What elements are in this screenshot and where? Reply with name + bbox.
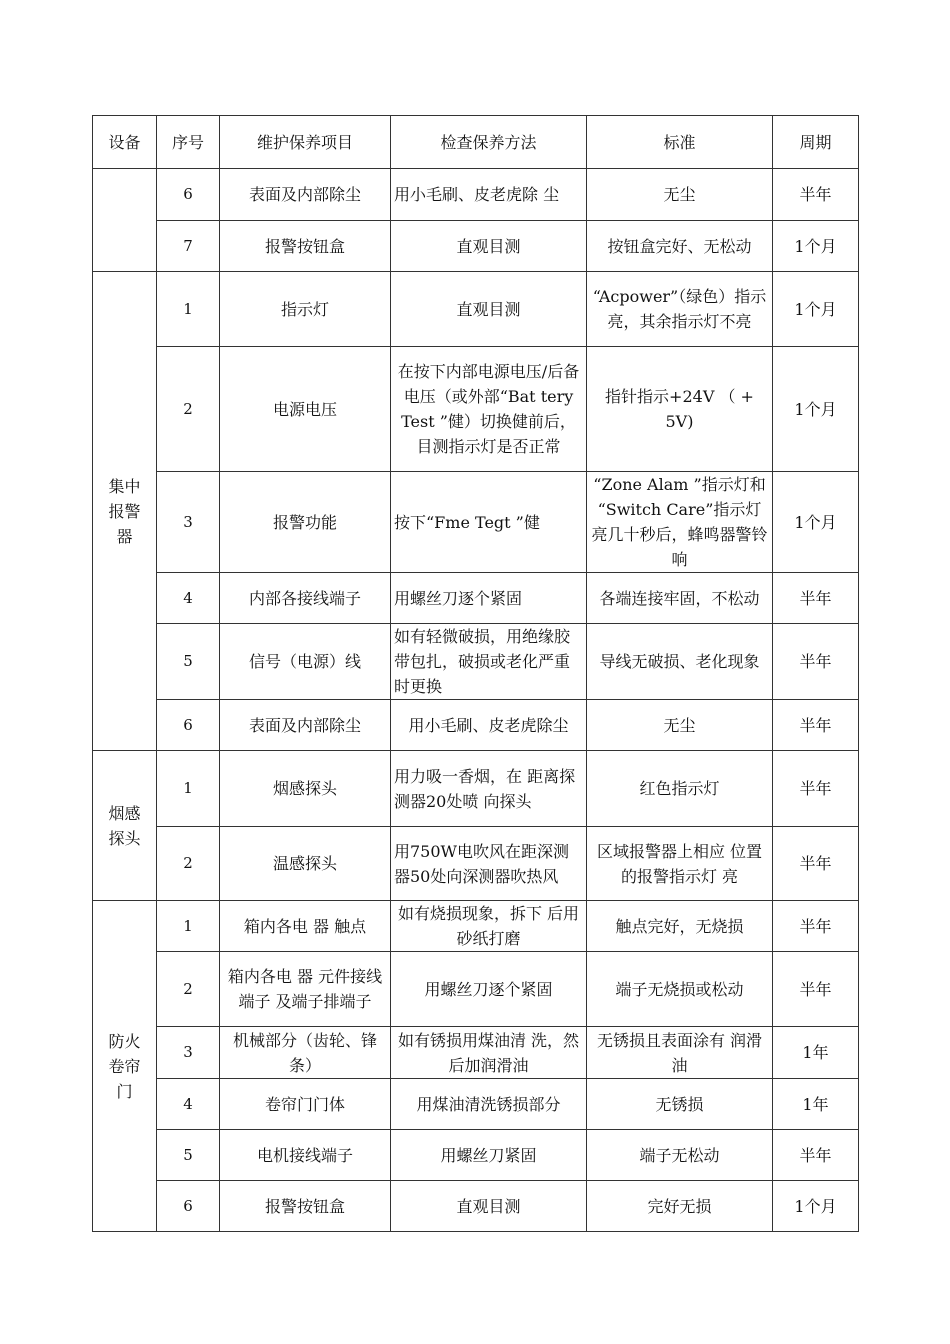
period-cell: 1个月 xyxy=(773,221,859,272)
equipment-cell: 集中报警器 xyxy=(93,272,157,751)
row-number-cell: 6 xyxy=(157,700,220,751)
period-cell: 半年 xyxy=(773,700,859,751)
header-standard: 标准 xyxy=(587,116,773,169)
standard-cell: “Acpower”（绿色）指示亮，其余指示灯不亮 xyxy=(587,272,773,347)
period-cell: 1个月 xyxy=(773,272,859,347)
header-period: 周期 xyxy=(773,116,859,169)
row-number-cell: 2 xyxy=(157,347,220,472)
row-number-cell: 7 xyxy=(157,221,220,272)
standard-cell: 完好无损 xyxy=(587,1181,773,1232)
item-cell: 卷帘门门体 xyxy=(220,1079,391,1130)
equipment-cell: 防火卷帘门 xyxy=(93,901,157,1232)
standard-cell: 触点完好，无烧损 xyxy=(587,901,773,952)
item-cell: 内部各接线端子 xyxy=(220,573,391,624)
method-cell: 按下“Fme Tegt ”健 xyxy=(391,472,587,573)
method-cell: 用煤油清洗锈损部分 xyxy=(391,1079,587,1130)
period-cell: 半年 xyxy=(773,1130,859,1181)
standard-cell: 端子无烧损或松动 xyxy=(587,952,773,1027)
standard-cell: 按钮盒完好、无松动 xyxy=(587,221,773,272)
standard-cell: 端子无松动 xyxy=(587,1130,773,1181)
row-number-cell: 4 xyxy=(157,1079,220,1130)
row-number-cell: 1 xyxy=(157,272,220,347)
method-cell: 直观目测 xyxy=(391,1181,587,1232)
equipment-cell xyxy=(93,169,157,272)
standard-cell: 无锈损且表面涂有 润滑油 xyxy=(587,1027,773,1079)
table-body xyxy=(93,169,859,1232)
item-cell: 信号（电源）线 xyxy=(220,624,391,700)
header-no: 序号 xyxy=(157,116,220,169)
method-cell: 用螺丝刀紧固 xyxy=(391,1130,587,1181)
period-cell: 1年 xyxy=(773,1027,859,1079)
table-row xyxy=(93,221,859,272)
standard-cell: 红色指示灯 xyxy=(587,751,773,827)
item-cell: 电源电压 xyxy=(220,347,391,472)
header-row xyxy=(93,116,859,169)
item-cell: 箱内各电 器 元件接线端子 及端子排端子 xyxy=(220,952,391,1027)
table-row xyxy=(93,272,859,347)
period-cell: 1个月 xyxy=(773,347,859,472)
standard-cell: 导线无破损、老化现象 xyxy=(587,624,773,700)
table-row xyxy=(93,169,859,221)
item-cell: 报警按钮盒 xyxy=(220,1181,391,1232)
period-cell: 半年 xyxy=(773,827,859,901)
item-cell: 表面及内部除尘 xyxy=(220,700,391,751)
standard-cell: “Zone Alam ”指示灯和 “Switch Care”指示灯亮几十秒后，蜂鸣器警铃响 xyxy=(587,472,773,573)
table-row xyxy=(93,1181,859,1232)
method-cell: 用小毛刷、皮老虎除 尘 xyxy=(391,169,587,221)
table-row xyxy=(93,573,859,624)
period-cell: 1个月 xyxy=(773,472,859,573)
row-number-cell: 6 xyxy=(157,169,220,221)
standard-cell: 无尘 xyxy=(587,169,773,221)
row-number-cell: 4 xyxy=(157,573,220,624)
table-row xyxy=(93,624,859,700)
period-cell: 半年 xyxy=(773,169,859,221)
item-cell: 指示灯 xyxy=(220,272,391,347)
period-cell: 1个月 xyxy=(773,1181,859,1232)
table-row xyxy=(93,901,859,952)
item-cell: 烟感探头 xyxy=(220,751,391,827)
table-row xyxy=(93,472,859,573)
item-cell: 温感探头 xyxy=(220,827,391,901)
method-cell: 如有轻微破损，用绝缘胶带包扎，破损或老化严重时更换 xyxy=(391,624,587,700)
item-cell: 电机接线端子 xyxy=(220,1130,391,1181)
standard-cell: 区域报警器上相应 位置的报警指示灯 亮 xyxy=(587,827,773,901)
method-cell: 如有锈损用煤油清 洗，然后加润滑油 xyxy=(391,1027,587,1079)
item-cell: 报警按钮盒 xyxy=(220,221,391,272)
row-number-cell: 2 xyxy=(157,827,220,901)
row-number-cell: 6 xyxy=(157,1181,220,1232)
row-number-cell: 5 xyxy=(157,1130,220,1181)
header-method: 检查保养方法 xyxy=(391,116,587,169)
table-row xyxy=(93,751,859,827)
standard-cell: 各端连接牢固，不松动 xyxy=(587,573,773,624)
row-number-cell: 3 xyxy=(157,472,220,573)
period-cell: 半年 xyxy=(773,751,859,827)
method-cell: 如有烧损现象，拆下 后用砂纸打磨 xyxy=(391,901,587,952)
standard-cell: 指针指示+24V （ + 5V) xyxy=(587,347,773,472)
item-cell: 报警功能 xyxy=(220,472,391,573)
method-cell: 用力吸一香烟，在 距离探测器20处喷 向探头 xyxy=(391,751,587,827)
period-cell: 半年 xyxy=(773,624,859,700)
table-row xyxy=(93,952,859,1027)
header-item: 维护保养项目 xyxy=(220,116,391,169)
table-row xyxy=(93,700,859,751)
standard-cell: 无锈损 xyxy=(587,1079,773,1130)
row-number-cell: 5 xyxy=(157,624,220,700)
row-number-cell: 2 xyxy=(157,952,220,1027)
item-cell: 箱内各电 器 触点 xyxy=(220,901,391,952)
method-cell: 用小毛刷、皮老虎除尘 xyxy=(391,700,587,751)
row-number-cell: 3 xyxy=(157,1027,220,1079)
standard-cell: 无尘 xyxy=(587,700,773,751)
method-cell: 用螺丝刀逐个紧固 xyxy=(391,952,587,1027)
method-cell: 用螺丝刀逐个紧固 xyxy=(391,573,587,624)
method-cell: 直观目测 xyxy=(391,221,587,272)
table-row xyxy=(93,1027,859,1079)
row-number-cell: 1 xyxy=(157,751,220,827)
period-cell: 半年 xyxy=(773,952,859,1027)
item-cell: 表面及内部除尘 xyxy=(220,169,391,221)
table-row xyxy=(93,1130,859,1181)
item-cell: 机械部分（齿轮、锋条） xyxy=(220,1027,391,1079)
table-row xyxy=(93,827,859,901)
period-cell: 半年 xyxy=(773,573,859,624)
period-cell: 1年 xyxy=(773,1079,859,1130)
table-row xyxy=(93,1079,859,1130)
method-cell: 直观目测 xyxy=(391,272,587,347)
row-number-cell: 1 xyxy=(157,901,220,952)
equipment-cell: 烟感探头 xyxy=(93,751,157,901)
table-row xyxy=(93,347,859,472)
maintenance-table xyxy=(92,115,859,1232)
method-cell: 在按下内部电源电压/后备电压（或外部“Bat tery Test ”健）切换健前后，目测指示灯是否正常 xyxy=(391,347,587,472)
period-cell: 半年 xyxy=(773,901,859,952)
header-equipment: 设备 xyxy=(93,116,157,169)
method-cell: 用750W电吹风在距深测器50处向深测器吹热风 xyxy=(391,827,587,901)
